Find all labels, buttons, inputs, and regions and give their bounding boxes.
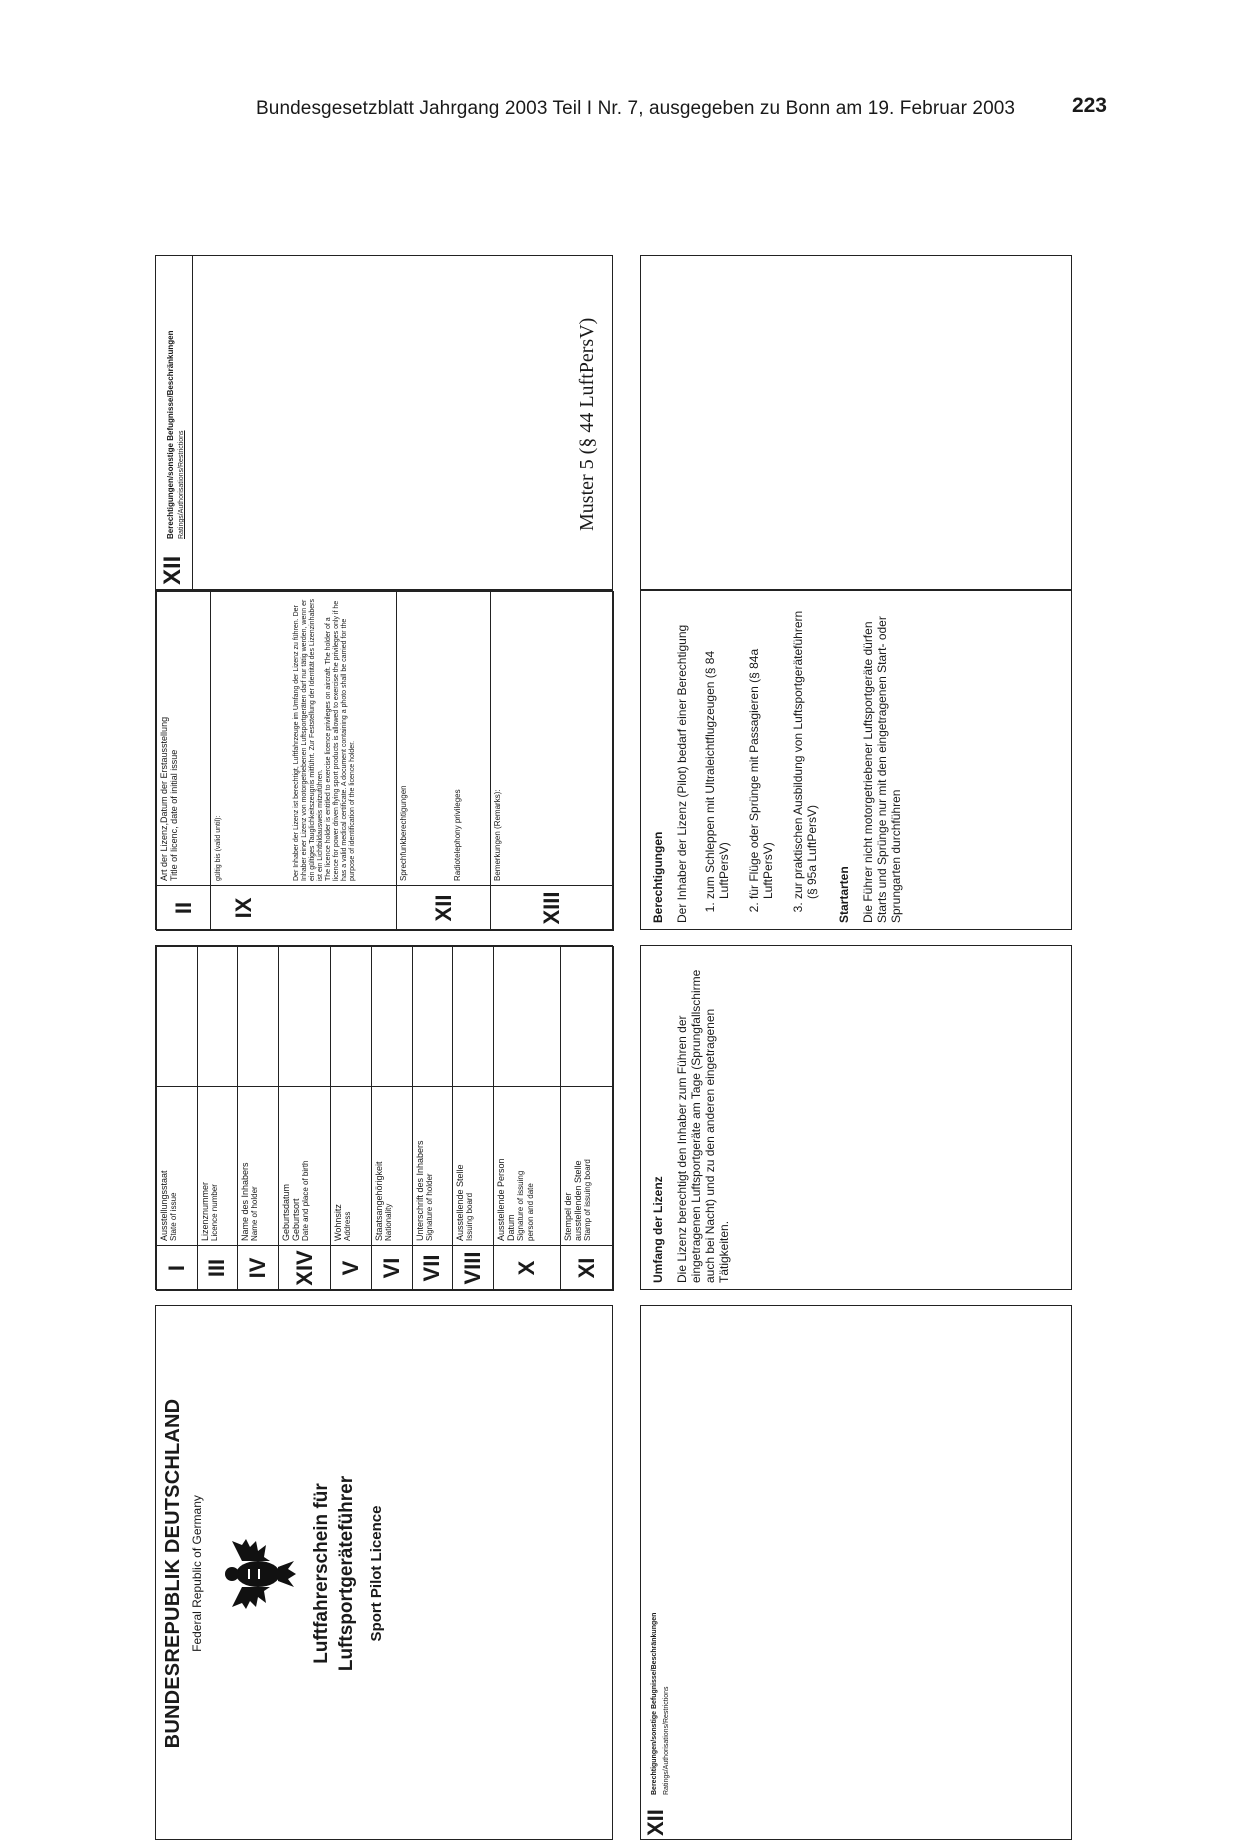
field-value (278, 947, 331, 1087)
section-XIII-label: Bemerkungen (Remarks): (493, 789, 502, 881)
field-label-en: Address (343, 1211, 353, 1241)
field-value (238, 947, 279, 1087)
section-XII-label-en: Radiotelephony privileges (453, 789, 462, 881)
field-label-de: Ausstellende Stelle (455, 1164, 466, 1241)
field-number: IV (238, 1246, 279, 1291)
field-number: VIII (453, 1246, 494, 1291)
field-label-en: State of issue (169, 1192, 178, 1241)
field-label-de: Wohnsitz (333, 1204, 344, 1241)
ratings2-number: XII (643, 1809, 668, 1836)
field-number: VII (412, 1246, 453, 1291)
section-II-number: II (157, 886, 211, 931)
ratings2-label-en: Ratings/Authorisations/Restrictions (663, 1686, 670, 1795)
field-label-de: Ausstellungsstaat (159, 1170, 169, 1241)
card-blank (640, 255, 1072, 590)
field-number: III (197, 1246, 238, 1291)
licence-details-table (156, 591, 614, 931)
personal-data-table (156, 946, 614, 1291)
field-label-de: Name des Inhabers (240, 1162, 251, 1241)
ratings-label-en: Ratings/Authorisations/Restrictions (178, 430, 185, 539)
field-row (331, 947, 372, 1291)
privileges-heading: Berechtigungen (651, 831, 665, 923)
launch-types-text: Die Führer nicht motorgetriebener Luftsportgeräte dürfen Starts und Sprünge nur mit den eingetragenen Start- oder Sprungarten durchführen (861, 616, 903, 923)
field-label-de: Ausstellende Person Datum (495, 1158, 516, 1241)
field-label-de: Staatsangehörigkeit (373, 1161, 384, 1241)
card-cover (155, 1305, 613, 1840)
ratings-label-de: Berechtigungen/sonstige Befugnisse/Beschränkungen (166, 330, 175, 539)
field-row (493, 947, 561, 1291)
field-row (157, 947, 198, 1291)
section-II-label-de: Art der Lizenz,Datum der Erstausstellung (159, 716, 169, 881)
card-ratings-top (155, 255, 613, 590)
country-name-de: BUNDESREPUBLIK DEUTSCHLAND (162, 1398, 184, 1749)
field-label-en: Date and place of birth (300, 1160, 310, 1241)
federal-eagle-icon (218, 1539, 296, 1609)
field-label-de: Lizenznummer (199, 1181, 210, 1241)
field-row (197, 947, 238, 1291)
muster-reference: Muster 5 (§ 44 LuftPersV) (576, 317, 598, 531)
scope-heading: Umfang der Lizenz (651, 1176, 665, 1283)
field-label-en: Stamp of issuing board (583, 1159, 593, 1241)
card-ratings-bottom (640, 1305, 1072, 1840)
licence-title-en: Sport Pilot Licence (368, 1505, 385, 1642)
publication-title: Bundesgesetzblatt Jahrgang 2003 Teil I Nr. 7, ausgegeben zu Bonn am 19. Februar 2003 (256, 98, 1016, 119)
field-label-de: Geburtsdatum Geburtsort (280, 1183, 301, 1241)
section-XIII-number: XIII (491, 886, 614, 931)
field-row (412, 947, 453, 1291)
section-II-label-en: Title of licenc, date of initial issue (169, 749, 179, 881)
card-licence-details (155, 590, 613, 930)
field-number: VI (371, 1246, 412, 1291)
page-number: 223 (1071, 94, 1107, 117)
page-header (240, 94, 1107, 126)
field-label-en: Nationality (383, 1203, 393, 1241)
section-XII-label-de: Sprechfunkberechtigungen (399, 785, 408, 881)
privilege-item: 2. für Flüge oder Sprünge mit Passagieren (§ 84a LuftPersV) (747, 599, 775, 899)
card-privileges (640, 590, 1072, 930)
field-number: V (331, 1246, 372, 1291)
field-number: XI (561, 1246, 614, 1291)
field-value (561, 947, 614, 1087)
field-label-en: Signature of holder (424, 1173, 434, 1241)
field-row (453, 947, 494, 1291)
card-licence-scope (640, 945, 1072, 1290)
field-number: XIV (278, 1246, 331, 1291)
ratings-number: XII (159, 555, 186, 585)
field-row (561, 947, 614, 1291)
privilege-item: 3. zur praktischen Ausbildung von Luftsportgeräteführern (§ 95a LuftPersV) (791, 599, 819, 899)
launch-types-heading: Startarten (837, 866, 851, 923)
field-value (453, 947, 494, 1087)
privilege-item: 1. zum Schleppen mit Ultraleichtflugzeugen (§ 84 LuftPersV) (703, 599, 731, 899)
privileges-intro: Der Inhaber der Lizenz (Pilot) bedarf einer Berechtigung (675, 624, 689, 923)
field-number: X (493, 1246, 561, 1291)
section-IX-text-en: The licence holder is entitled to exercise licence privileges on aircraft. The holder of a licence for power driven flying sport products is allowed to exercise the privileges only if he has a valid medical certificate. A document containing a photo shall be carried for the purpose of identification of the licence holder. (325, 600, 356, 881)
card-personal-data (155, 945, 613, 1290)
field-value (371, 947, 412, 1087)
field-value (197, 947, 238, 1087)
field-row (278, 947, 331, 1291)
scope-text: Die Lizenz berechtigt den Inhaber zum Führen der eingetragenen Luftsportgeräte am Tage (Sprungfallschirme auch bei Nacht) und zu den anderen eingetragenen Tätigkeiten. (675, 969, 731, 1283)
field-number: I (157, 1246, 198, 1291)
field-value (331, 947, 372, 1087)
field-value (493, 947, 561, 1087)
section-XII-number: XII (397, 886, 491, 931)
field-value (412, 947, 453, 1087)
field-label-de: Unterschrift des Inhabers (414, 1140, 425, 1241)
field-label-en: Name of holder (250, 1186, 260, 1241)
country-name-en: Federal Republic of Germany (190, 1495, 204, 1652)
section-IX-valid-until: gültig bis (valid until): (215, 815, 222, 881)
section-IX-text-de: Der Inhaber der Lizenz ist berechtigt, Luftfahrzeuge im Umfang der Lizenz zu führen. Der Inhaber einer Lizenz von motorgetriebenen Luftsportgeräten darf nur tätig werden, wenn er ein gültiges Tauglichkeitszeugnis mitführt. Zur Feststellung der Identität des Lizenzinhabers ist ein Lichtbildausweis mitzuführen. (293, 599, 324, 881)
field-value (157, 947, 198, 1087)
licence-title-de-1: Luftfahrerschein für (311, 1483, 332, 1664)
licence-title-de-2: Luftsportgeräteführer (336, 1475, 357, 1672)
ratings2-label-de: Berechtigungen/sonstige Befugnisse/Beschränkungen (651, 1612, 658, 1795)
field-label-en: Licence number (209, 1184, 219, 1241)
field-label-en: Signature of issuing person and date (515, 1170, 535, 1241)
field-row (238, 947, 279, 1291)
section-IX-number: IX (211, 886, 397, 931)
field-label-en: Issuing board (465, 1192, 475, 1241)
privileges-list (703, 599, 819, 923)
field-row (371, 947, 412, 1291)
field-label-de: Stempel der ausstellenden Stelle (563, 1160, 584, 1241)
